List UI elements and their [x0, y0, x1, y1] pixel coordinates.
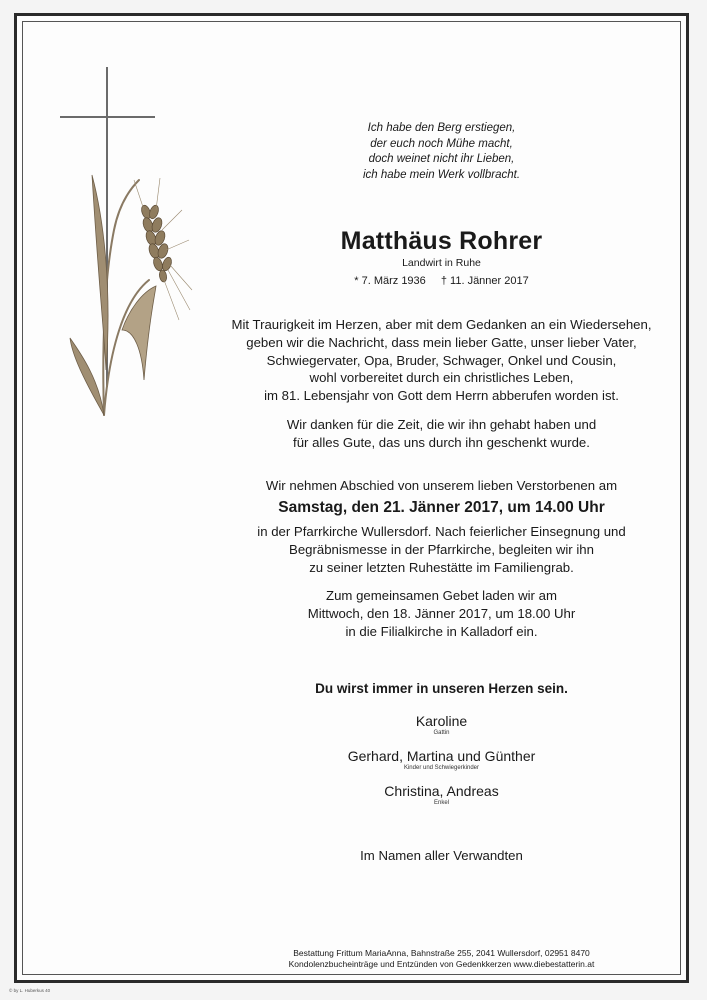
mourner-entry: [228, 783, 655, 806]
text-line: für alles Gute, das uns durch ihn geschenkt wurde.: [293, 434, 590, 450]
mourner-entry: [228, 713, 655, 736]
motto: Du wirst immer in unseren Herzen sein.: [315, 681, 568, 696]
text-line: im 81. Lebensjahr von Gott dem Herrn abberufen worden ist.: [264, 388, 619, 404]
birth-date: * 7. März 1936: [354, 275, 426, 287]
text-line: Mit Traurigkeit im Herzen, aber mit dem Gedanken an ein Wiedersehen,: [231, 317, 652, 332]
text-line: geben wir die Nachricht, dass mein lieber Gatte, unser lieber Vater,: [246, 334, 637, 350]
text-line: Zum gemeinsamen Gebet laden wir am: [326, 588, 557, 603]
poem: [228, 121, 655, 183]
death-date: † 11. Jänner 2017: [440, 275, 529, 287]
wheat-stalk-icon: [64, 170, 199, 420]
poem-line: der euch noch Mühe macht,: [370, 137, 513, 150]
mourner-entry: [228, 748, 655, 771]
deceased-name: Matthäus Rohrer: [340, 227, 543, 255]
mourner-relation: Kinder und Schwiegerkinder: [403, 765, 480, 771]
poem-line: Ich habe den Berg erstiegen,: [367, 122, 516, 134]
text-line: Begräbnismesse in der Pfarrkirche, begleiten wir ihn: [289, 541, 594, 557]
announcement-paragraph: [228, 316, 655, 405]
deceased-occupation: Landwirt in Ruhe: [402, 257, 481, 269]
farewell-intro: Wir nehmen Abschied von unserem lieben Verstorbenen am: [265, 478, 618, 493]
closing-line: Im Namen aller Verwandten: [360, 848, 523, 863]
text-line: in die Filialkirche in Kalladorf ein.: [345, 623, 538, 639]
condolence-link: Kondolenzbucheinträge und Entzünden von Gedenkkerzen www.diebestatterin.at: [288, 959, 595, 969]
footer: [228, 948, 655, 970]
life-dates: [228, 275, 655, 287]
cross-horizontal: [60, 116, 155, 118]
text-line: Schwiegervater, Opa, Bruder, Schwager, Onkel und Cousin,: [266, 352, 617, 368]
mourner-names: Gerhard, Martina und Günther: [347, 748, 536, 764]
text-line: Mittwoch, den 18. Jänner 2017, um 18.00 Uhr: [307, 605, 576, 621]
funeral-home-address: Bestattung Frittum MariaAnna, Bahnstraße 255, 2041 Wullersdorf, 02951 8470: [293, 948, 590, 958]
mourner-names: Christina, Andreas: [384, 783, 499, 799]
mourner-relation: Gattin: [433, 730, 450, 736]
text-line: zu seiner letzten Ruhestätte im Familiengrab.: [309, 559, 574, 575]
prayer-paragraph: [228, 587, 655, 640]
funeral-date: Samstag, den 21. Jänner 2017, um 14.00 Uhr: [278, 499, 605, 516]
mourner-names: Karoline: [415, 713, 468, 729]
text-line: in der Pfarrkirche Wullersdorf. Nach feierlicher Einsegnung und: [257, 524, 626, 539]
credit-text: © by L. Huberkus 40: [9, 988, 51, 993]
funeral-details: [228, 523, 655, 576]
mourner-relation: Enkel: [433, 800, 449, 806]
poem-line: doch weinet nicht ihr Lieben,: [368, 153, 515, 165]
text-line: wohl vorbereitet durch ein christliches Leben,: [309, 370, 574, 386]
thanks-paragraph: [228, 416, 655, 452]
text-line: Wir danken für die Zeit, die wir ihn gehabt haben und: [286, 417, 597, 432]
poem-line: ich habe mein Werk vollbracht.: [362, 168, 521, 181]
